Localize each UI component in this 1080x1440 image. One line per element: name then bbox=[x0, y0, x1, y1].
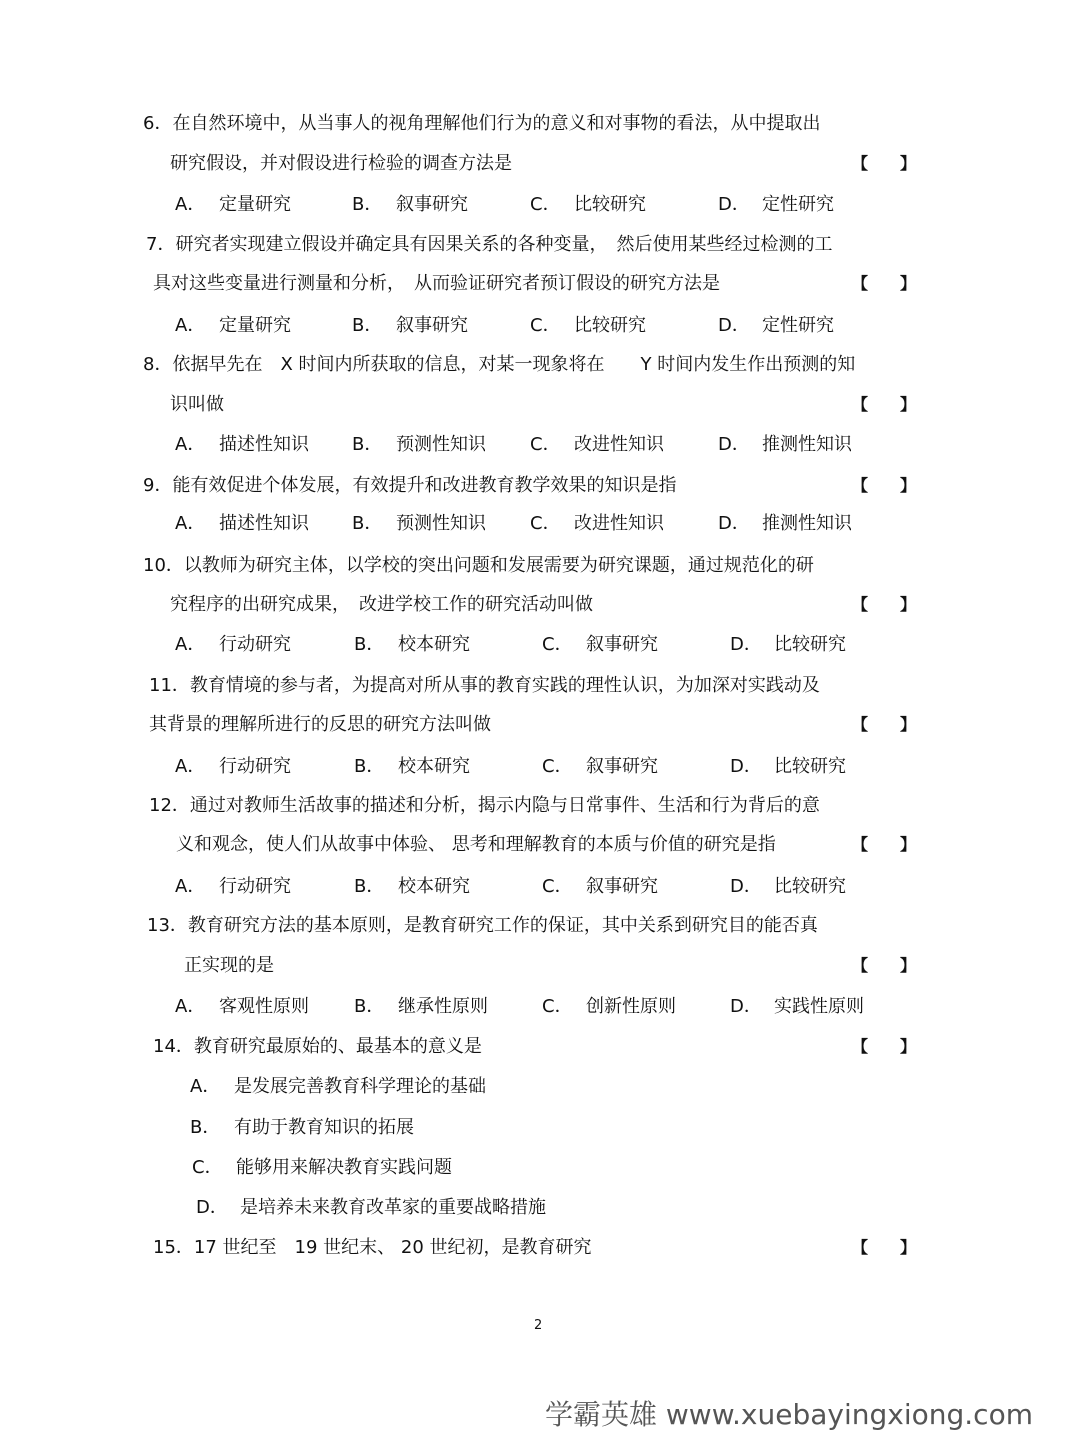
option-c: C． 改进性知识 bbox=[530, 434, 664, 455]
option-b: B． 继承性原则 bbox=[354, 996, 488, 1017]
question-stem-line: 15．17 世纪至 19 世纪末、 20 世纪初，是教育研究 bbox=[153, 1237, 592, 1258]
question-stem-line: 12．通过对教师生活故事的描述和分析，揭示内隐与日常事件、生活和行为背后的意 bbox=[149, 795, 820, 816]
option-c: C． 改进性知识 bbox=[530, 513, 664, 534]
answer-bracket: 【 】 bbox=[852, 715, 917, 734]
option-a: A． 定量研究 bbox=[175, 194, 291, 215]
option-b: B． 预测性知识 bbox=[352, 513, 486, 534]
watermark: 学霸英雄 www.xuebayingxiong.com bbox=[545, 1398, 1033, 1431]
answer-bracket: 【 】 bbox=[852, 154, 917, 173]
option-a: A． 客观性原则 bbox=[175, 996, 309, 1017]
option-d: D． 是培养未来教育改革家的重要战略措施 bbox=[196, 1197, 546, 1218]
question-stem-line: 14．教育研究最原始的、最基本的意义是 bbox=[153, 1036, 482, 1057]
option-d: D． 推测性知识 bbox=[718, 513, 852, 534]
option-d: D． 比较研究 bbox=[730, 756, 846, 777]
option-a: A． 是发展完善教育科学理论的基础 bbox=[190, 1076, 486, 1097]
question-stem-line: 8．依据早先在 X 时间内所获取的信息，对某一现象将在 Y 时间内发生作出预测的知 bbox=[143, 354, 856, 375]
option-d: D． 定性研究 bbox=[718, 315, 834, 336]
option-b: B． 有助于教育知识的拓展 bbox=[190, 1117, 414, 1138]
option-b: B． 叙事研究 bbox=[352, 194, 468, 215]
option-c: C． 能够用来解决教育实践问题 bbox=[192, 1157, 452, 1178]
option-a: A． 描述性知识 bbox=[175, 513, 309, 534]
question-stem-line: 13．教育研究方法的基本原则，是教育研究工作的保证，其中关系到研究目的能否真 bbox=[147, 915, 818, 936]
answer-bracket: 【 】 bbox=[852, 1037, 917, 1056]
option-b: B． 校本研究 bbox=[354, 876, 470, 897]
option-c: C． 比较研究 bbox=[530, 315, 646, 336]
question-stem-line: 究程序的出研究成果， 改进学校工作的研究活动叫做 bbox=[170, 594, 593, 615]
option-b: B． 预测性知识 bbox=[352, 434, 486, 455]
option-b: B． 校本研究 bbox=[354, 634, 470, 655]
option-a: A． 行动研究 bbox=[175, 876, 291, 897]
option-b: B． 叙事研究 bbox=[352, 315, 468, 336]
question-stem-line: 9．能有效促进个体发展，有效提升和改进教育教学效果的知识是指 bbox=[143, 475, 677, 496]
question-stem-line: 其背景的理解所进行的反思的研究方法叫做 bbox=[149, 714, 491, 735]
question-stem-line: 研究假设，并对假设进行检验的调查方法是 bbox=[170, 153, 512, 174]
option-d: D． 比较研究 bbox=[730, 634, 846, 655]
question-stem-line: 识叫做 bbox=[170, 394, 224, 415]
page-number: 2 bbox=[534, 1318, 543, 1333]
option-a: A． 行动研究 bbox=[175, 634, 291, 655]
option-d: D． 比较研究 bbox=[730, 876, 846, 897]
option-c: C． 创新性原则 bbox=[542, 996, 676, 1017]
option-a: A． 行动研究 bbox=[175, 756, 291, 777]
answer-bracket: 【 】 bbox=[852, 835, 917, 854]
question-stem-line: 6．在自然环境中，从当事人的视角理解他们行为的意义和对事物的看法，从中提取出 bbox=[143, 113, 821, 134]
option-a: A． 描述性知识 bbox=[175, 434, 309, 455]
option-c: C． 比较研究 bbox=[530, 194, 646, 215]
answer-bracket: 【 】 bbox=[852, 274, 917, 293]
option-c: C． 叙事研究 bbox=[542, 634, 658, 655]
answer-bracket: 【 】 bbox=[852, 595, 917, 614]
option-c: C． 叙事研究 bbox=[542, 756, 658, 777]
question-stem-line: 正实现的是 bbox=[184, 955, 274, 976]
question-stem-line: 11．教育情境的参与者，为提高对所从事的教育实践的理性认识，为加深对实践动及 bbox=[149, 675, 820, 696]
question-stem-line: 10．以教师为研究主体，以学校的突出问题和发展需要为研究课题，通过规范化的研 bbox=[143, 555, 814, 576]
option-a: A． 定量研究 bbox=[175, 315, 291, 336]
question-stem-line: 7．研究者实现建立假设并确定具有因果关系的各种变量， 然后使用某些经过检测的工 bbox=[146, 234, 833, 255]
option-d: D． 定性研究 bbox=[718, 194, 834, 215]
answer-bracket: 【 】 bbox=[852, 476, 917, 495]
option-b: B． 校本研究 bbox=[354, 756, 470, 777]
question-stem-line: 义和观念，使人们从故事中体验、 思考和理解教育的本质与价值的研究是指 bbox=[176, 834, 776, 855]
option-d: D． 实践性原则 bbox=[730, 996, 864, 1017]
answer-bracket: 【 】 bbox=[852, 1238, 917, 1257]
option-d: D． 推测性知识 bbox=[718, 434, 852, 455]
answer-bracket: 【 】 bbox=[852, 395, 917, 414]
answer-bracket: 【 】 bbox=[852, 956, 917, 975]
option-c: C． 叙事研究 bbox=[542, 876, 658, 897]
question-stem-line: 具对这些变量进行测量和分析， 从而验证研究者预订假设的研究方法是 bbox=[153, 273, 720, 294]
